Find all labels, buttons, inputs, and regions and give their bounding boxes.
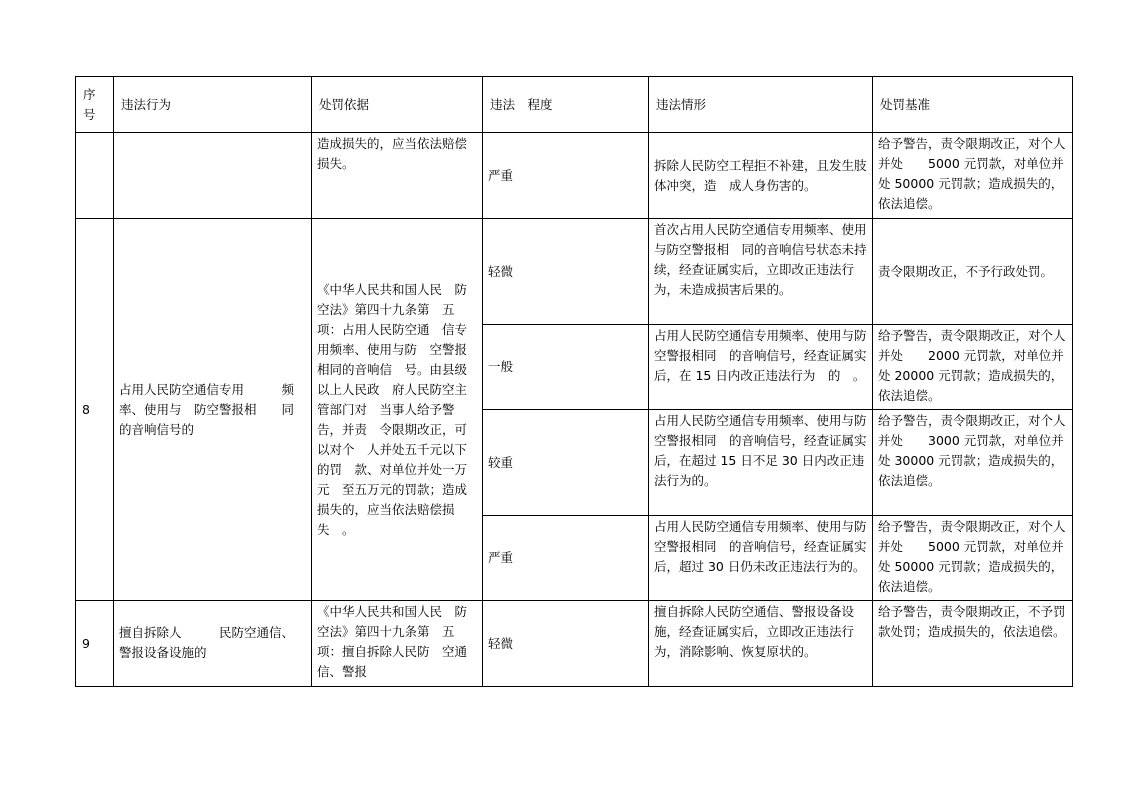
level-cell: 轻微 [483,601,649,687]
table-row [76,133,1073,219]
level-cell: 一般 [483,325,649,410]
basis-cell: 《中华人民共和国人民 防空法》第四十九条第 五项：擅自拆除人民防 空通信、警报 [312,601,483,687]
header-situation: 违法情形 [649,77,873,133]
level-cell: 严重 [483,133,649,219]
situation-cell: 拆除人民防空工程拒不补建，且发生肢体冲突，造 成人身伤害的。 [649,133,873,219]
penalty-cell: 给予警告，责令限期改正，对个人并处 5000 元罚款，对单位并处 50000 元罚款；造成损失的，依法追偿。 [873,516,1073,601]
basis-cell: 《中华人民共和国人民 防空法》第四十九条第 五项：占用人民防空通 信专用频率、使用与防 空警报相同的音响信 号。由县级以上人民政 府人民防空主管部门对 当事人给予警告，并责 令限期改正，可以对个 人并处五千元以下的罚 款、对单位并处一万元 至五万元的罚款；造成 损失的，应当依法赔偿损 失 。 [312,219,483,601]
act-cell: 擅自拆除人 民防空通信、 警报设备设施的 [114,601,312,687]
header-seq: 序 号 [76,77,114,133]
situation-cell: 擅自拆除人民防空通信、警报设备设施，经查证属实后，立即改正违法行为，消除影响、恢复原状的。 [649,601,873,687]
situation-cell: 首次占用人民防空通信专用频率、使用与防空警报相 同的音响信号状态未持续，经查证属实后，立即改正违法行为，未造成损害后果的。 [649,219,873,325]
level-cell: 轻微 [483,219,649,325]
basis-cell: 造成损失的，应当依法赔偿损失。 [312,133,483,219]
header-act: 违法行为 [114,77,312,133]
act-cell: 占用人民防空通信专用 频率、使用与 防空警报相 同的音响信号的 [114,219,312,601]
penalty-standard-table [75,76,1073,687]
seq-cell [76,133,114,219]
level-cell: 较重 [483,410,649,516]
penalty-cell: 给予警告，责令限期改正，对个人并处 3000 元罚款，对单位并处 30000 元罚款；造成损失的，依法追偿。 [873,410,1073,516]
header-penalty: 处罚基准 [873,77,1073,133]
seq-cell: 8 [76,219,114,601]
situation-cell: 占用人民防空通信专用频率、使用与防空警报相同 的音响信号，经查证属实后，超过 30 日仍未改正违法行为的。 [649,516,873,601]
level-cell: 严重 [483,516,649,601]
seq-cell: 9 [76,601,114,687]
penalty-cell: 给予警告，责令限期改正，不予罚款处罚；造成损失的，依法追偿。 [873,601,1073,687]
situation-cell: 占用人民防空通信专用频率、使用与防空警报相同 的音响信号，经查证属实后，在超过 15 日不足 30 日内改正违法行为的。 [649,410,873,516]
table-row [76,219,1073,325]
penalty-cell: 给予警告，责令限期改正，对个人并处 2000 元罚款，对单位并处 20000 元罚款；造成损失的，依法追偿。 [873,325,1073,410]
header-level: 违法 程度 [483,77,649,133]
header-basis: 处罚依据 [312,77,483,133]
header-row [76,77,1073,133]
situation-cell: 占用人民防空通信专用频率、使用与防空警报相同 的音响信号，经查证属实后，在 15 日内改正违法行为 的 。 [649,325,873,410]
penalty-cell: 责令限期改正，不予行政处罚。 [873,219,1073,325]
penalty-cell: 给予警告，责令限期改正，对个人并处 5000 元罚款，对单位并处 50000 元罚款；造成损失的，依法追偿。 [873,133,1073,219]
act-cell [114,133,312,219]
table-row [76,601,1073,687]
